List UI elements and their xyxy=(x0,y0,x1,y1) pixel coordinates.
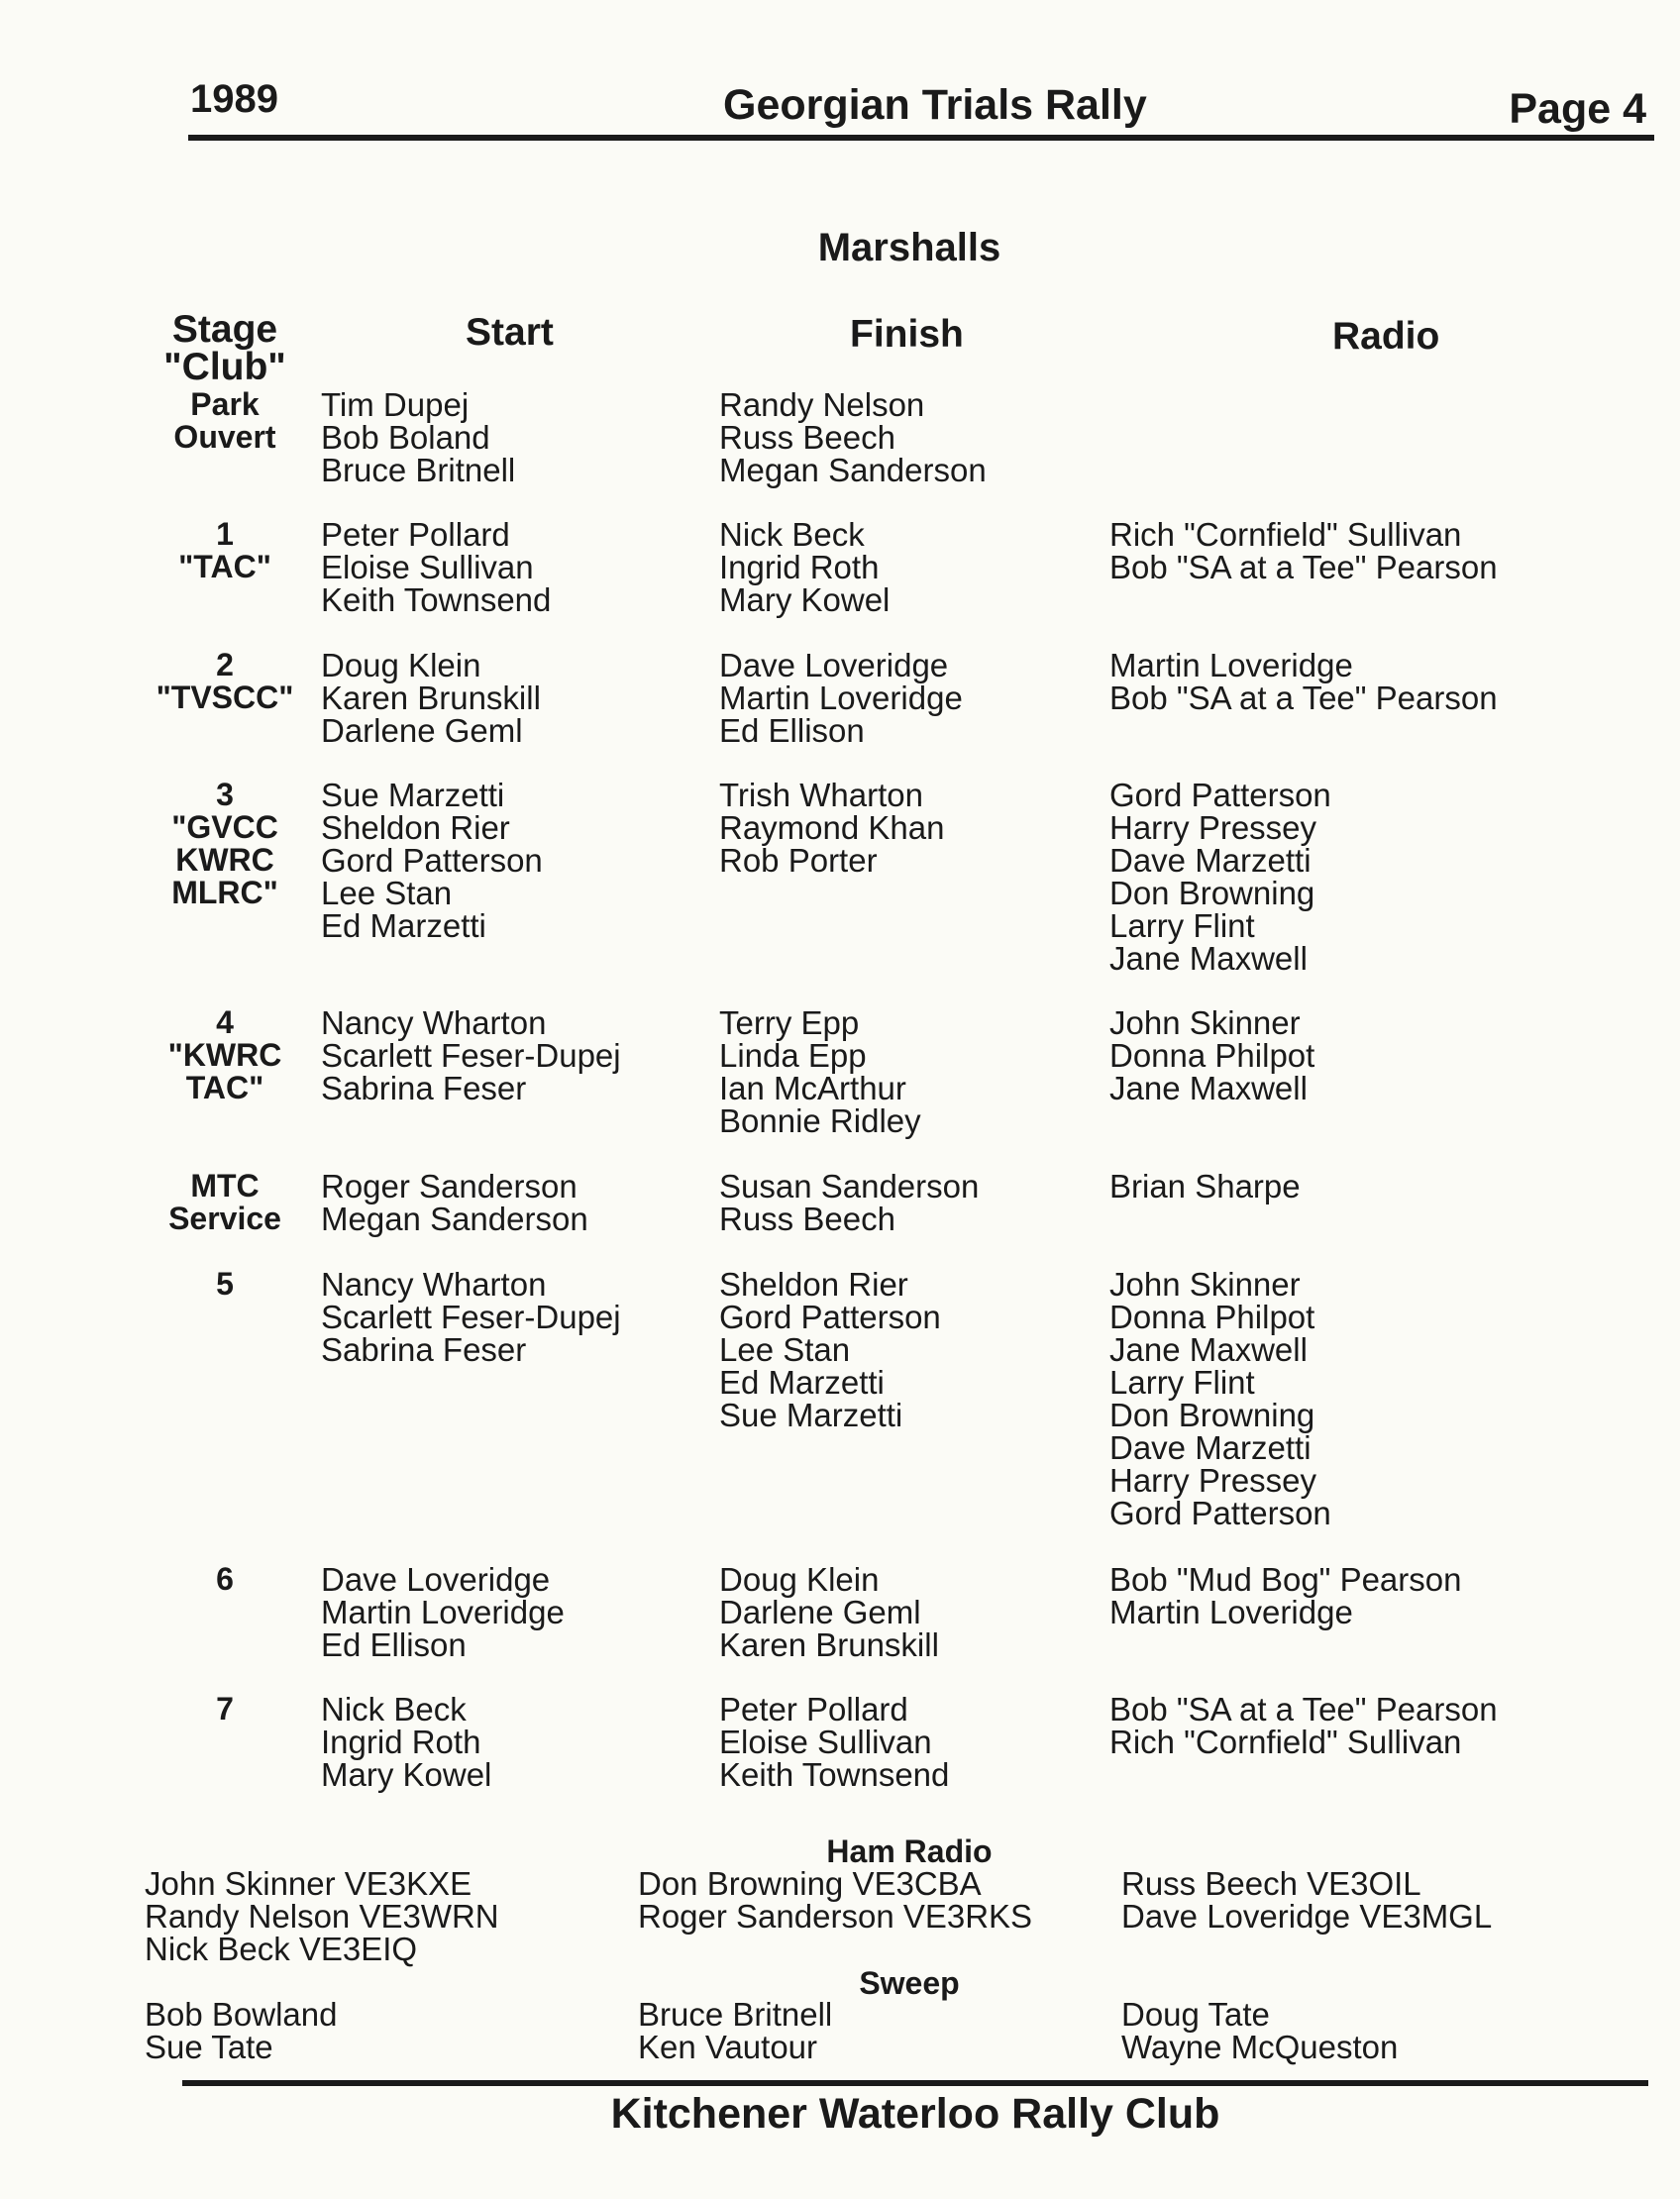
radio-marshals xyxy=(1109,518,1498,583)
stage-label xyxy=(149,779,301,909)
radio-marshals xyxy=(1109,1693,1498,1758)
marshal-name: Martin Loveridge xyxy=(321,1594,565,1630)
marshal-name: Darlene Geml xyxy=(321,712,523,749)
marshal-name: Sheldon Rier xyxy=(719,1266,908,1303)
person-name: Nick Beck VE3EIQ xyxy=(145,1931,418,1967)
person-name: Roger Sanderson VE3RKS xyxy=(638,1898,1033,1935)
stage-label-line: 7 xyxy=(216,1691,234,1727)
marshal-name: Bonnie Ridley xyxy=(719,1102,921,1139)
marshal-name: Peter Pollard xyxy=(321,516,510,553)
stage-label-line: "GVCC xyxy=(171,809,278,845)
stage-label xyxy=(149,388,301,454)
marshal-name: Rob Porter xyxy=(719,842,878,879)
radio-marshals xyxy=(1109,1268,1331,1529)
finish-marshals xyxy=(719,1563,939,1661)
marshal-name: Brian Sharpe xyxy=(1109,1168,1301,1204)
marshal-name: Doug Klein xyxy=(321,647,481,683)
stage-label xyxy=(149,1170,301,1235)
stage-label xyxy=(149,518,301,583)
marshal-name: Eloise Sullivan xyxy=(719,1724,932,1760)
marshal-name: Nick Beck xyxy=(719,516,865,553)
marshal-name: Bob Boland xyxy=(321,419,490,456)
marshal-name: Bob "SA at a Tee" Pearson xyxy=(1109,1691,1498,1728)
marshal-name: Lee Stan xyxy=(321,875,453,911)
stage-label-line: 2 xyxy=(216,647,234,682)
marshal-name: Dave Loveridge xyxy=(321,1561,551,1598)
person-name: Bruce Britnell xyxy=(638,1996,833,2033)
start-marshals xyxy=(321,779,543,942)
marshal-name: John Skinner xyxy=(1109,1004,1301,1041)
marshal-name: Martin Loveridge xyxy=(1109,647,1353,683)
radio-marshals xyxy=(1109,779,1331,975)
start-marshals xyxy=(321,649,541,747)
marshal-name: Ed Ellison xyxy=(321,1626,467,1663)
stage-label-line: Park xyxy=(190,386,260,422)
stage-label-line: 6 xyxy=(216,1561,234,1597)
finish-marshals xyxy=(719,1006,921,1137)
person-name: Bob Bowland xyxy=(145,1996,338,2033)
finish-marshals xyxy=(719,1170,979,1235)
sweep-title: Sweep xyxy=(859,1965,960,2001)
marshal-name: Megan Sanderson xyxy=(321,1201,588,1237)
marshal-name: Bob "SA at a Tee" Pearson xyxy=(1109,680,1498,716)
radio-marshals xyxy=(1109,1563,1461,1628)
person-name: Sue Tate xyxy=(145,2029,273,2065)
marshal-name: Nick Beck xyxy=(321,1691,467,1728)
marshal-name: Donna Philpot xyxy=(1109,1037,1315,1074)
marshal-name: John Skinner xyxy=(1109,1266,1301,1303)
person-name: Ken Vautour xyxy=(638,2029,818,2065)
marshal-name: Ian McArthur xyxy=(719,1070,906,1106)
marshal-name: Gord Patterson xyxy=(1109,777,1331,813)
header-year: 1989 xyxy=(190,77,278,121)
marshal-name: Ingrid Roth xyxy=(321,1724,481,1760)
marshal-name: Harry Pressey xyxy=(1109,1462,1317,1499)
marshal-name: Roger Sanderson xyxy=(321,1168,578,1204)
marshal-name: Ed Marzetti xyxy=(719,1364,885,1401)
marshal-name: Gord Patterson xyxy=(321,842,543,879)
marshal-name: Scarlett Feser-Dupej xyxy=(321,1037,621,1074)
column-header-start: Start xyxy=(466,311,554,354)
marshal-name: Dave Marzetti xyxy=(1109,1429,1312,1466)
start-marshals xyxy=(321,1170,588,1235)
sweep-column-1 xyxy=(145,1998,337,2063)
radio-marshals xyxy=(1109,1006,1314,1104)
ham-radio-title: Ham Radio xyxy=(826,1833,993,1869)
marshal-name: Gord Patterson xyxy=(1109,1495,1331,1531)
header-page-number: Page 4 xyxy=(1509,85,1646,133)
person-name: Randy Nelson VE3WRN xyxy=(145,1898,499,1935)
marshal-name: Scarlett Feser-Dupej xyxy=(321,1299,621,1335)
marshal-name: Rich "Cornfield" Sullivan xyxy=(1109,1724,1462,1760)
marshal-name: Don Browning xyxy=(1109,875,1315,911)
marshal-name: Eloise Sullivan xyxy=(321,549,534,585)
stage-label xyxy=(149,1693,301,1726)
marshal-name: Darlene Geml xyxy=(719,1594,921,1630)
person-name: Doug Tate xyxy=(1121,1996,1270,2033)
marshal-name: Harry Pressey xyxy=(1109,809,1317,846)
marshal-name: Keith Townsend xyxy=(719,1756,950,1793)
stage-label-line: MTC xyxy=(190,1168,260,1204)
footer-divider xyxy=(182,2080,1648,2086)
marshal-name: Ingrid Roth xyxy=(719,549,880,585)
column-header-stage xyxy=(151,308,299,388)
finish-marshals xyxy=(719,518,890,616)
marshal-name: Susan Sanderson xyxy=(719,1168,980,1204)
marshal-name: Martin Loveridge xyxy=(719,680,963,716)
marshal-name: Ed Ellison xyxy=(719,712,865,749)
start-marshals xyxy=(321,518,551,616)
marshal-name: Larry Flint xyxy=(1109,907,1255,944)
ham-radio-column-1 xyxy=(145,1867,499,1965)
ham-radio-column-3 xyxy=(1121,1867,1492,1933)
marshal-name: Sheldon Rier xyxy=(321,809,510,846)
stage-label xyxy=(149,1268,301,1301)
marshal-name: Gord Patterson xyxy=(719,1299,941,1335)
header-title: Georgian Trials Rally xyxy=(723,81,1147,129)
sweep-column-3 xyxy=(1121,1998,1398,2063)
marshal-name: Linda Epp xyxy=(719,1037,867,1074)
start-marshals xyxy=(321,1693,491,1791)
marshal-name: Randy Nelson xyxy=(719,386,925,423)
sweep-column-2 xyxy=(638,1998,832,2063)
stage-label xyxy=(149,1563,301,1596)
radio-marshals xyxy=(1109,649,1498,714)
stage-label-line: "TAC" xyxy=(178,549,271,584)
marshal-name: Jane Maxwell xyxy=(1109,1070,1308,1106)
stage-label-line: Ouvert xyxy=(173,419,276,455)
stage-label-line: 1 xyxy=(216,516,234,552)
marshal-name: Don Browning xyxy=(1109,1397,1315,1433)
marshal-name: Donna Philpot xyxy=(1109,1299,1315,1335)
finish-marshals xyxy=(719,1268,941,1431)
marshal-name: Bob "SA at a Tee" Pearson xyxy=(1109,549,1498,585)
stage-label-line: 4 xyxy=(216,1004,234,1040)
column-header-club-line: "Club" xyxy=(163,346,286,388)
marshal-name: Nancy Wharton xyxy=(321,1004,547,1041)
marshal-name: Rich "Cornfield" Sullivan xyxy=(1109,516,1462,553)
marshal-name: Nancy Wharton xyxy=(321,1266,547,1303)
stage-label-line: "TVSCC" xyxy=(156,680,294,715)
person-name: Don Browning VE3CBA xyxy=(638,1865,982,1902)
stage-label-line: 3 xyxy=(216,777,234,812)
finish-marshals xyxy=(719,649,963,747)
finish-marshals xyxy=(719,388,987,486)
stage-label-line: Service xyxy=(168,1201,281,1236)
marshal-name: Martin Loveridge xyxy=(1109,1594,1353,1630)
finish-marshals xyxy=(719,779,944,877)
marshal-name: Mary Kowel xyxy=(321,1756,492,1793)
marshal-name: Sue Marzetti xyxy=(719,1397,903,1433)
marshal-name: Jane Maxwell xyxy=(1109,940,1308,977)
marshal-name: Tim Dupej xyxy=(321,386,470,423)
marshal-name: Karen Brunskill xyxy=(719,1626,939,1663)
person-name: Russ Beech VE3OIL xyxy=(1121,1865,1421,1902)
ham-radio-column-2 xyxy=(638,1867,1032,1933)
start-marshals xyxy=(321,1006,621,1104)
marshal-name: Terry Epp xyxy=(719,1004,860,1041)
marshal-name: Peter Pollard xyxy=(719,1691,908,1728)
column-header-radio: Radio xyxy=(1332,315,1440,358)
marshal-name: Russ Beech xyxy=(719,1201,895,1237)
marshal-name: Keith Townsend xyxy=(321,581,552,618)
person-name: John Skinner VE3KXE xyxy=(145,1865,472,1902)
marshal-name: Doug Klein xyxy=(719,1561,880,1598)
radio-marshals xyxy=(1109,1170,1301,1203)
start-marshals xyxy=(321,1268,621,1366)
marshal-name: Lee Stan xyxy=(719,1331,851,1368)
stage-label xyxy=(149,1006,301,1104)
start-marshals xyxy=(321,388,515,486)
footer-club-name: Kitchener Waterloo Rally Club xyxy=(610,2090,1220,2138)
section-title: Marshalls xyxy=(817,226,1001,269)
marshal-name: Dave Marzetti xyxy=(1109,842,1312,879)
column-header-finish: Finish xyxy=(850,313,964,356)
stage-label-line: TAC" xyxy=(185,1070,264,1105)
marshal-name: Dave Loveridge xyxy=(719,647,949,683)
marshal-name: Raymond Khan xyxy=(719,809,945,846)
stage-label-line: KWRC xyxy=(175,842,274,878)
marshal-name: Jane Maxwell xyxy=(1109,1331,1308,1368)
marshal-name: Sabrina Feser xyxy=(321,1331,527,1368)
column-header-stage-line: Stage xyxy=(171,308,278,351)
marshal-name: Bob "Mud Bog" Pearson xyxy=(1109,1561,1462,1598)
marshal-name: Sue Marzetti xyxy=(321,777,505,813)
page-header xyxy=(188,77,1654,137)
marshal-name: Sabrina Feser xyxy=(321,1070,527,1106)
start-marshals xyxy=(321,1563,565,1661)
marshal-name: Russ Beech xyxy=(719,419,895,456)
person-name: Dave Loveridge VE3MGL xyxy=(1121,1898,1493,1935)
stage-label-line: 5 xyxy=(216,1266,234,1302)
header-divider xyxy=(188,135,1654,141)
stage-label xyxy=(149,649,301,714)
stage-label-line: MLRC" xyxy=(171,875,278,910)
marshal-name: Karen Brunskill xyxy=(321,680,541,716)
marshal-name: Bruce Britnell xyxy=(321,452,516,488)
finish-marshals xyxy=(719,1693,949,1791)
marshal-name: Larry Flint xyxy=(1109,1364,1255,1401)
marshal-name: Megan Sanderson xyxy=(719,452,987,488)
marshal-name: Mary Kowel xyxy=(719,581,891,618)
marshal-name: Trish Wharton xyxy=(719,777,923,813)
person-name: Wayne McQueston xyxy=(1121,2029,1399,2065)
marshal-name: Ed Marzetti xyxy=(321,907,486,944)
stage-label-line: "KWRC xyxy=(167,1037,282,1073)
